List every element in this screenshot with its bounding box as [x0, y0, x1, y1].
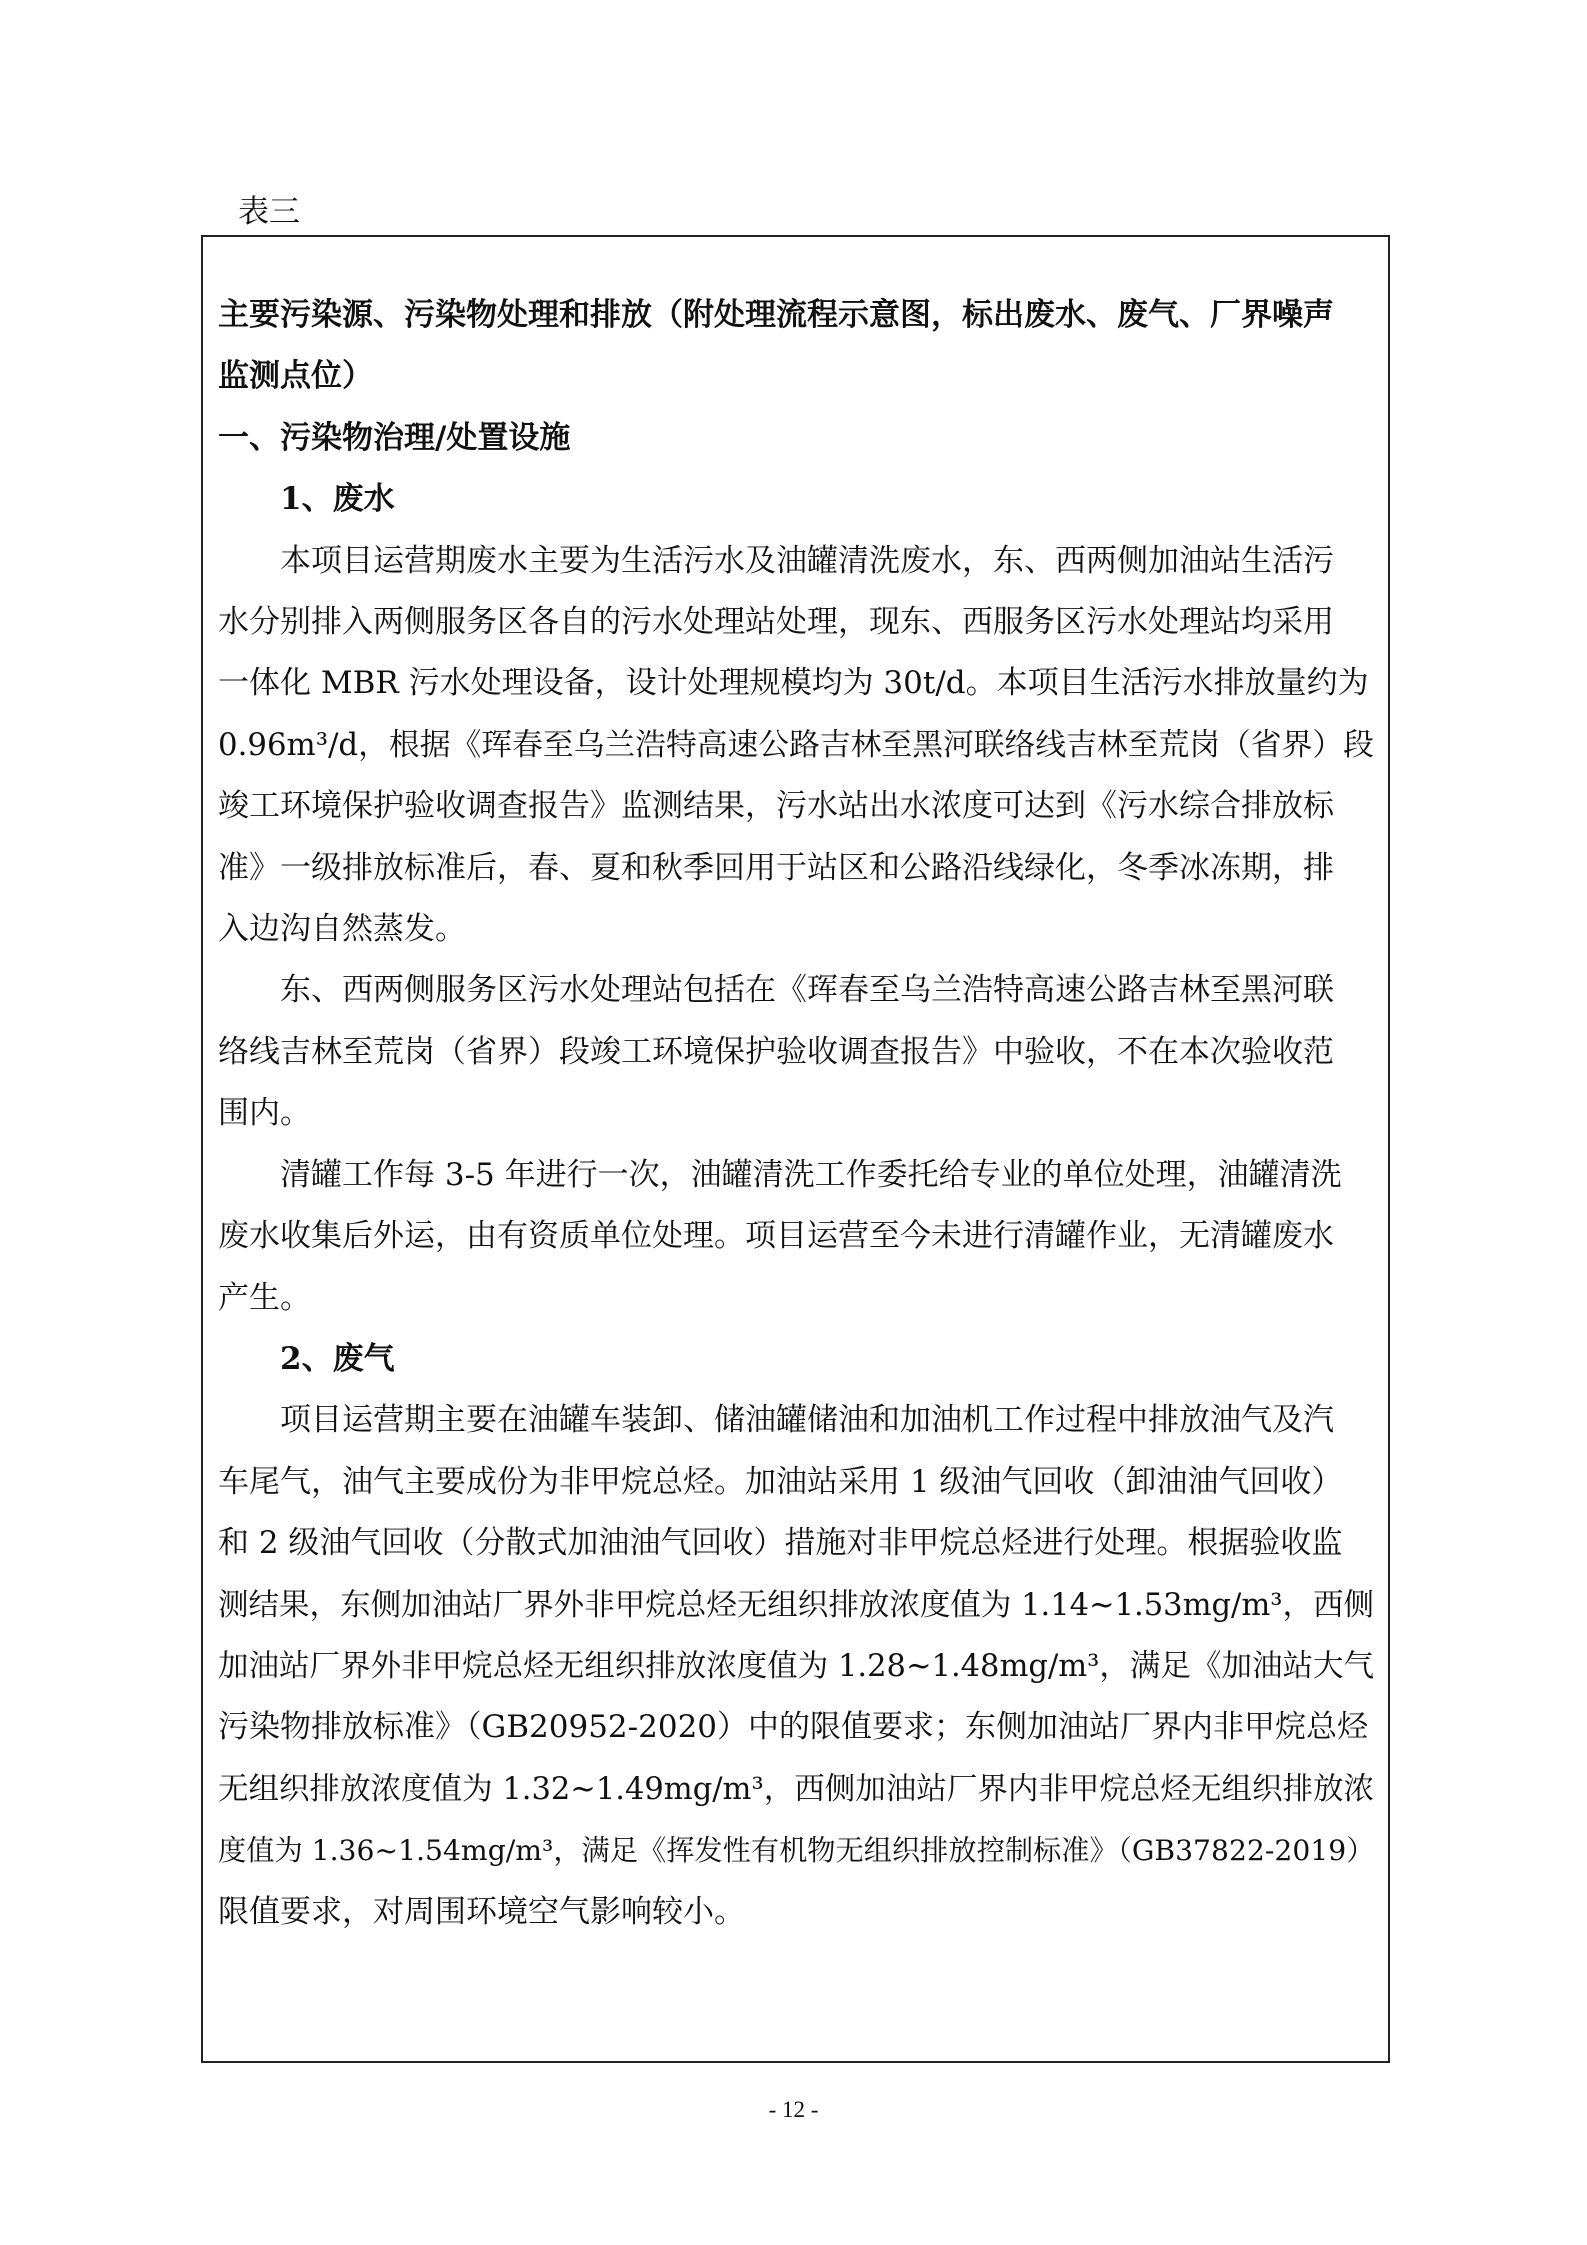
wastewater-para1-line: 0.96m³/d，根据《珲春至乌兰浩特高速公路吉林至黑河联络线吉林至荒岗（省界）段 [218, 726, 1374, 763]
exhaust-para1-line: 限值要求，对周围环境空气影响较小。 [218, 1893, 745, 1930]
wastewater-para1-line: 准》一级排放标准后，春、夏和秋季回用于站区和公路沿线绿化，冬季冰冻期，排 [218, 849, 1334, 886]
exhaust-para1-line: 无组织排放浓度值为 1.32~1.49mg/m³，西侧加油站厂界内非甲烷总烃无组织排放浓 [218, 1771, 1375, 1807]
exhaust-para1-line: 污染物排放标准》（GB20952-2020）中的限值要求；东侧加油站厂界内非甲烷总烃 [218, 1709, 1369, 1746]
wastewater-para2-line: 围内。 [218, 1095, 311, 1132]
exhaust-para1-line: 车尾气，油气主要成份为非甲烷总烃。加油站采用 1 级油气回收（卸油油气回收） [218, 1463, 1343, 1500]
exhaust-title: 2、废气 [280, 1340, 395, 1377]
page-number: - 12 - [768, 2097, 819, 2122]
wastewater-para1-line: 一体化 MBR 污水处理设备，设计处理规模均为 30t/d。本项目生活污水排放量约为 [218, 665, 1369, 702]
table-label: 表三 [238, 194, 300, 230]
wastewater-para1-line: 本项目运营期废水主要为生活污水及油罐清洗废水，东、西两侧加油站生活污 [280, 542, 1334, 579]
wastewater-para2-line: 络线吉林至荒岗（省界）段竣工环境保护验收调查报告》中验收，不在本次验收范 [218, 1033, 1334, 1070]
exhaust-para1-line: 加油站厂界外非甲烷总烃无组织排放浓度值为 1.28~1.48mg/m³，满足《加油站大气 [218, 1648, 1375, 1684]
subsection-title: 一、污染物治理/处置设施 [218, 419, 571, 456]
wastewater-title: 1、废水 [280, 481, 395, 518]
exhaust-para1-line: 测结果，东侧加油站厂界外非甲烷总烃无组织排放浓度值为 1.14~1.53mg/m³，西侧 [218, 1587, 1375, 1623]
wastewater-para1-line: 竣工环境保护验收调查报告》监测结果，污水站出水浓度可达到《污水综合排放标 [218, 788, 1334, 825]
exhaust-para1-line: 度值为 1.36~1.54mg/m³，满足《挥发性有机物无组织排放控制标准》（GB37822-2019） [218, 1834, 1375, 1868]
content-box [201, 235, 1390, 2063]
exhaust-para1-line: 和 2 级油气回收（分散式加油油气回收）措施对非甲烷总烃进行处理。根据验收监 [218, 1525, 1343, 1562]
wastewater-para2-line: 东、西两侧服务区污水处理站包括在《珲春至乌兰浩特高速公路吉林至黑河联 [280, 972, 1334, 1009]
wastewater-para3-line: 废水收集后外运，由有资质单位处理。项目运营至今未进行清罐作业，无清罐废水 [218, 1218, 1334, 1255]
wastewater-para1-line: 入边沟自然蒸发。 [218, 911, 466, 948]
exhaust-para1-line: 项目运营期主要在油罐车装卸、储油罐储油和加油机工作过程中排放油气及汽 [280, 1402, 1334, 1439]
section-heading-line-1: 主要污染源、污染物处理和排放（附处理流程示意图，标出废水、废气、厂界噪声 [218, 297, 1334, 333]
wastewater-para3-line: 清罐工作每 3-5 年进行一次，油罐清洗工作委托给专业的单位处理，油罐清洗 [280, 1156, 1342, 1193]
wastewater-para3-line: 产生。 [218, 1279, 311, 1316]
section-heading-line-2: 监测点位） [218, 358, 373, 395]
wastewater-para1-line: 水分别排入两侧服务区各自的污水处理站处理，现东、西服务区污水处理站均采用 [218, 604, 1334, 641]
